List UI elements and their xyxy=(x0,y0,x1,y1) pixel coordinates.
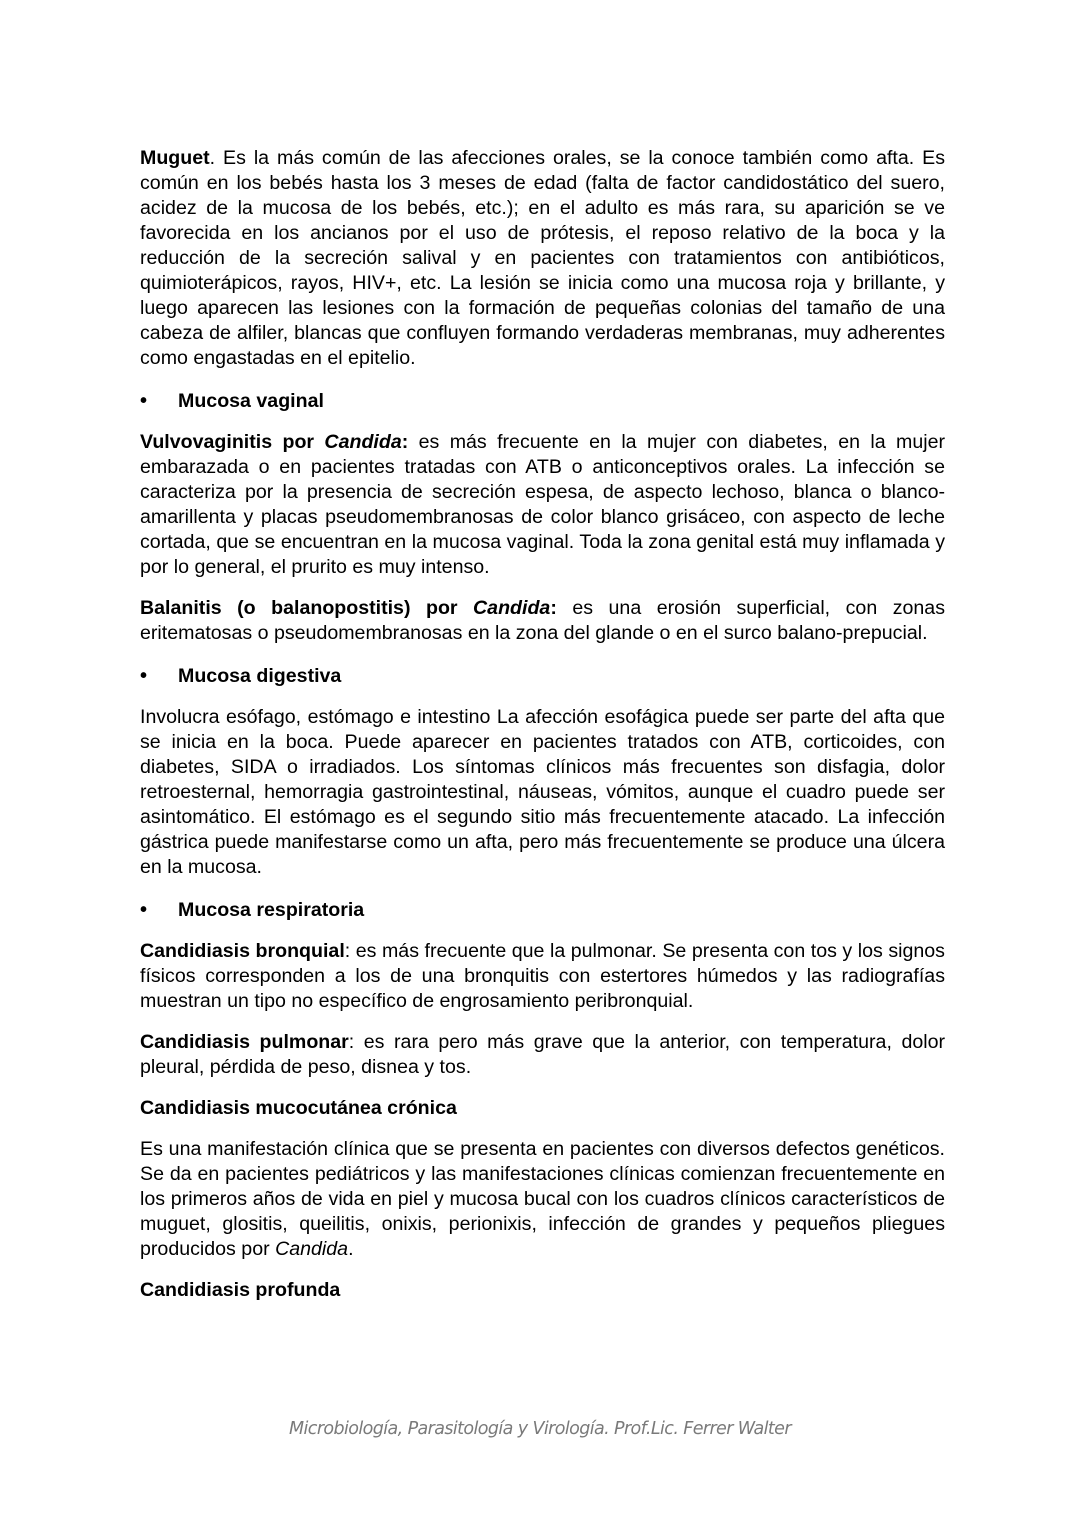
bronquial-term: Candidiasis bronquial xyxy=(140,940,345,962)
digestiva-paragraph: Involucra esófago, estómago e intestino La afección esofágica puede ser parte del afta que se inicia en la boca. Puede aparecer en pacientes tratados con ATB, corticoides, con diabetes, SIDA o irradiados. Los síntomas clínicos más frecuentes son disfagia, dolor retroesternal, hemorragia gastrointestinal, náuseas, vómitos, aunque el cuadro puede ser asintomático. El estómago es el segundo sitio más frecuentemente atacado. La infección gástrica puede manifestarse como un afta, pero más frecuentemente se produce una úlcera en la mucosa. xyxy=(140,706,945,878)
section-title: Mucosa vaginal xyxy=(178,390,324,412)
bullet-icon: • xyxy=(140,665,148,687)
document-body xyxy=(140,146,945,1303)
pulmonar-term: Candidiasis pulmonar xyxy=(140,1031,349,1053)
page-footer: Microbiología, Parasitología y Virología. Prof.Lic. Ferrer Walter xyxy=(289,1419,791,1439)
balanitis-term: Balanitis (o balanopostitis) por Candida: xyxy=(140,597,557,619)
bullet-icon: • xyxy=(140,899,148,921)
mucocutanea-heading: Candidiasis mucocutánea crónica xyxy=(140,1097,457,1119)
section-mucosa-vaginal-heading xyxy=(140,389,945,414)
muguet-text: . Es la más común de las afecciones orales, se la conoce también como afta. Es común en los bebés hasta los 3 meses de edad (falta de factor candidostático del suero, acidez de la mucosa de los bebés, etc.); en el adulto es más rara, su aparición se ve favorecida en los ancianos por el uso de prótesis, el reposo relativo de la boca y la reducción de la secreción salival y en pacientes con tratamientos con antibióticos, quimioterápicos, rayos, HIV+, etc. La lesión se inicia como una mucosa roja y brillante, y luego aparecen las lesiones con la formación de pequeñas colonias del tamaño de una cabeza de alfiler, blancas que confluyen formando verdaderas membranas, muy adherentes como engastadas en el epitelio. xyxy=(140,147,945,369)
balanitis-paragraph: Balanitis (o balanopostitis) por Candida: es una erosión superficial, con zonas eritematosas o pseudomembranosas en la zona del glande o en el surco balano-prepucial. xyxy=(140,597,945,644)
section-title: Mucosa respiratoria xyxy=(178,899,365,921)
mucocutanea-paragraph: Es una manifestación clínica que se presenta en pacientes con diversos defectos genéticos. Se da en pacientes pediátricos y las manifestaciones clínicas comienzan frecuentemente en los primeros años de vida en piel y mucosa bucal con los cuadros clínicos característicos de muguet, glositis, queilitis, onixis, perionixis, infección de grandes y pequeños pliegues producidos por Candida. xyxy=(140,1138,945,1260)
bronquial-paragraph: Candidiasis bronquial: es más frecuente que la pulmonar. Se presenta con tos y los signos físicos corresponden a los de una bronquitis con estertores húmedos y las radiografías muestran un tipo no específico de engrosamiento peribronquial. xyxy=(140,940,945,1012)
muguet-paragraph xyxy=(140,146,945,371)
vulvovaginitis-paragraph: Vulvovaginitis por Candida: es más frecuente en la mujer con diabetes, en la mujer embarazada o en pacientes tratadas con ATB o anticonceptivos orales. La infección se caracteriza por la presencia de secreción espesa, de aspecto lechoso, blanca o blanco-amarillenta y placas pseudomembranosas de color blanco grisáceo, con aspecto de leche cortada, que se encuentran en la mucosa vaginal. Toda la zona genital está muy inflamada y por lo general, el prurito es muy intenso. xyxy=(140,431,945,578)
bullet-icon: • xyxy=(140,390,148,412)
vulvovaginitis-term: Vulvovaginitis por Candida: xyxy=(140,431,409,453)
profunda-heading: Candidiasis profunda xyxy=(140,1279,341,1301)
section-title: Mucosa digestiva xyxy=(178,665,342,687)
section-mucosa-respiratoria-heading xyxy=(140,898,945,923)
muguet-term: Muguet xyxy=(140,147,210,169)
pulmonar-paragraph: Candidiasis pulmonar: es rara pero más grave que la anterior, con temperatura, dolor pleural, pérdida de peso, disnea y tos. xyxy=(140,1031,946,1078)
section-mucosa-digestiva-heading xyxy=(140,664,945,689)
